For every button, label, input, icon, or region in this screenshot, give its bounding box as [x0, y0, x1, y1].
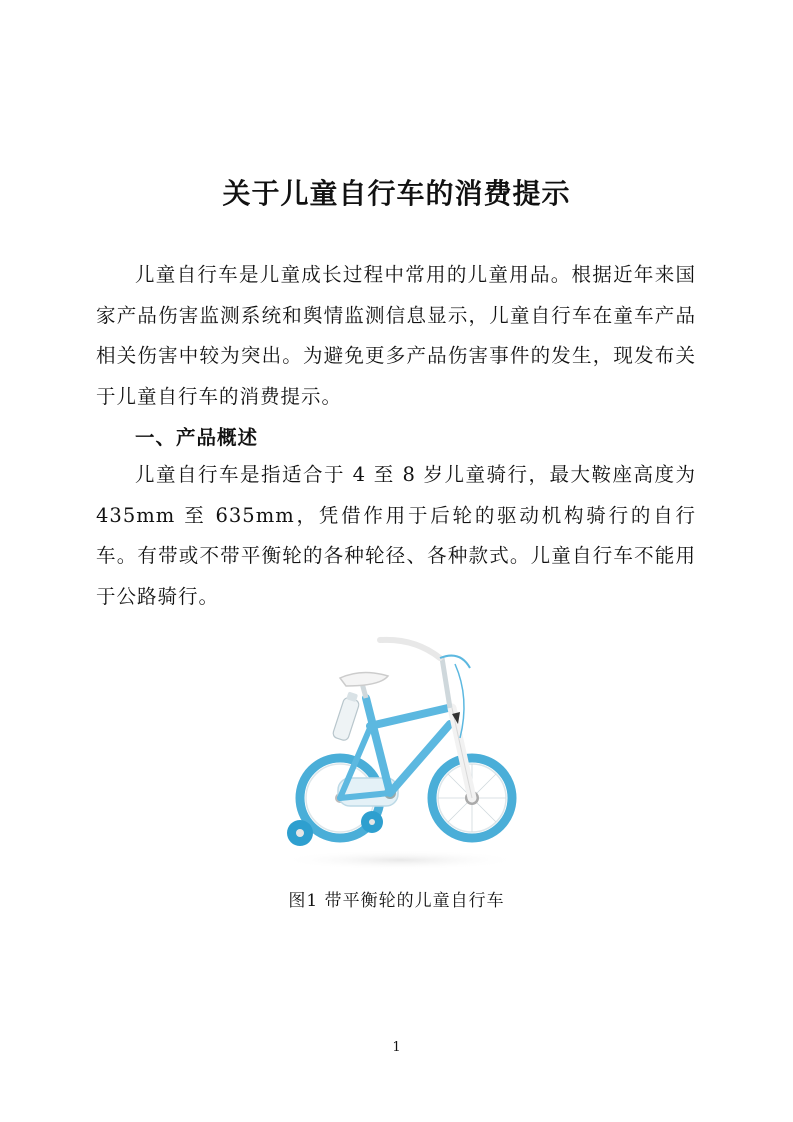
document-title: 关于儿童自行车的消费提示: [222, 177, 571, 210]
product-overview-paragraph: 儿童自行车是指适合于 4 至 8 岁儿童骑行，最大鞍座高度为 435mm 至 635mm，凭借作用于后轮的驱动机构骑行的自行车。有带或不带平衡轮的各种轮径、各种款式。儿童自行车不能用于公路骑行。: [96, 463, 696, 608]
page-number: 1: [392, 1040, 401, 1055]
seat: [340, 672, 388, 698]
bicycle-image: [280, 628, 530, 873]
bicycle-figure: [280, 628, 530, 873]
floor-shadow: [280, 850, 520, 870]
intro-paragraph: 儿童自行车是儿童成长过程中常用的儿童用品。根据近年来国家产品伤害监测系统和舆情监测信息显示，儿童自行车在童车产品相关伤害中较为突出。为避免更多产品伤害事件的发生，现发布关于儿童自行车的消费提示。: [96, 263, 696, 408]
figure-caption: 图1 带平衡轮的儿童自行车: [288, 891, 505, 911]
water-bottle: [332, 691, 360, 741]
section-heading-product-overview: 一、产品概述: [135, 426, 259, 449]
